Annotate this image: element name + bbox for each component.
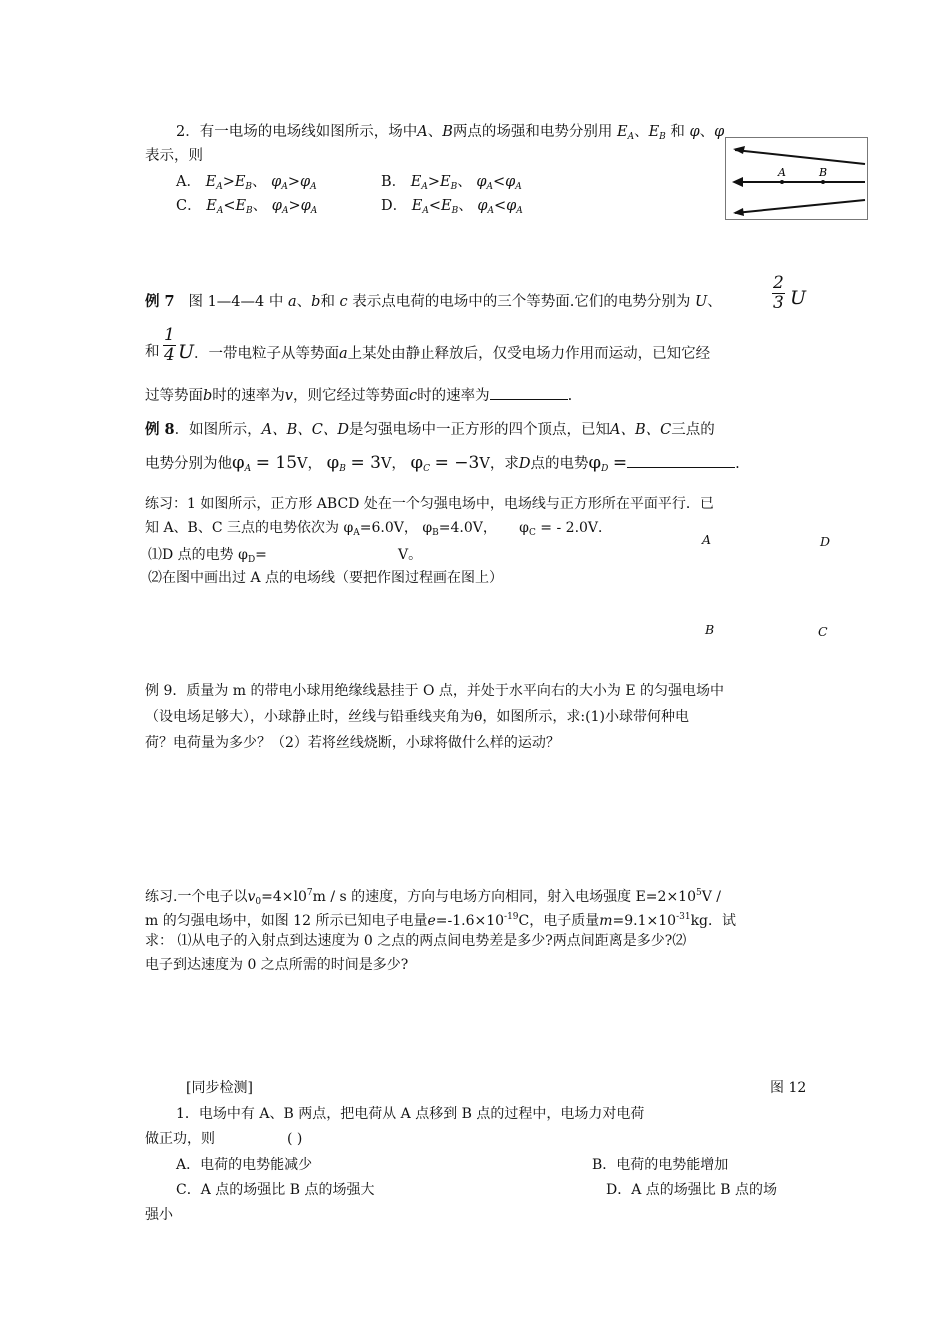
frac-den: 4	[164, 345, 175, 365]
p1-line2a: 知 A、B、C 三点的电势依次为	[145, 520, 340, 536]
ex7-var-v: v	[284, 388, 293, 404]
q2-eb: $E_B$	[648, 124, 666, 142]
practice1-q2: ⑵在图中画出过 A 点的电场线（要把作图过程画在图上）	[148, 570, 504, 586]
sync-title: [同步检测]	[186, 1080, 253, 1096]
figure-12-label: 图 12	[770, 1080, 807, 1096]
q2-opt-a-label: A．	[176, 174, 201, 190]
p2-exp19: -19	[504, 912, 519, 922]
p2-line2a: m 的匀强电场中，如图 12 所示已知电子电量	[145, 913, 428, 929]
practice1-q1-unit: V。	[398, 547, 423, 563]
figure-label-a: A	[778, 166, 786, 179]
ex7-fraction-1-4	[163, 326, 176, 365]
ex7-line3d: 时的速率为	[417, 388, 490, 404]
ex7-line2-prefix: 和	[145, 344, 160, 360]
sync-option-d[interactable]: D．A 点的场强比 B 点的场	[606, 1182, 777, 1198]
q2-stem-line2: 表示，则	[145, 148, 203, 164]
ex8-answer-blank[interactable]	[627, 467, 735, 468]
p2-line2c: C，电子质量	[518, 913, 600, 929]
figure-label-b: B	[819, 166, 828, 179]
q2-text: 2．有一电场的电场线如图所示，场中	[176, 124, 418, 140]
p2-exp5: 5	[696, 888, 702, 898]
ex8-phi-a-value: 15	[275, 453, 298, 473]
ex8-text2: 是匀强电场中一正方形的四个顶点，已知	[349, 422, 610, 438]
ex8-line2-text: 电势分别为他	[145, 456, 232, 472]
sync-option-c[interactable]: C．A 点的场强比 B 点的场强大	[176, 1182, 375, 1198]
ex7-var-u: U	[695, 294, 708, 310]
practice1-line2: 知 A、B、C 三点的电势依次为 $\varphi_A=6.0V$， $\varphi_B=4.0V$， $\varphi_C$ = - 2.0V．	[145, 520, 613, 538]
corner-label-d: D	[820, 534, 831, 549]
ex8-text1: ．如图所示，	[174, 422, 262, 438]
ex7-line3: 过等势面b时的速率为v，则它经过等势面c时的速率为 .	[145, 388, 573, 404]
ex7-label: 例 7	[145, 293, 175, 310]
q2-opt-b-label: B．	[381, 174, 407, 190]
practice2-line2: m 的匀强电场中，如图 12 所示已知电子电量$e=-1.6\times 10^{-19}C$，电子质量$m=9.1\times 10^{-31}kg$．试	[145, 912, 737, 929]
ex7-text1: 图 1—4—4 中	[188, 294, 284, 310]
corner-label-a: A	[702, 532, 712, 547]
ex7-text2: 和	[320, 294, 335, 310]
sync-option-b[interactable]: B．电荷的电势能增加	[592, 1157, 729, 1173]
corner-label-c: C	[818, 624, 828, 639]
ex7-line1: 例 7 图 1—4—4 中 a、b和 c 表示点电荷的电场中的三个等势面.它们的电势分别为 U、	[145, 293, 722, 310]
practice2-line4: 电子到达速度为 0 之点所需的时间是多少?	[145, 957, 409, 973]
q2-text2: 两点的场强和电势分别用	[452, 124, 613, 140]
ex7-line3c: ，则它经过等势面	[293, 388, 409, 404]
q2-text3: 和	[670, 124, 685, 140]
p1-line2c: =4.0V，	[438, 520, 497, 536]
q2-opt-c-label: C．	[176, 198, 202, 214]
p2-line2e: kg．试	[690, 913, 737, 929]
sync-q1-line1: 1．电场中有 A、B 两点，把电荷从 A 点移到 B 点的过程中，电场力对电荷	[176, 1106, 645, 1122]
frac-num: 2	[773, 273, 784, 293]
sync-q1-line2: 做正功，则	[145, 1131, 215, 1147]
p2-line1b: =4×l0	[261, 889, 307, 905]
q2-phi2: φ	[714, 124, 725, 140]
ex7-u1: U	[790, 287, 807, 309]
p2-line1d: V /	[701, 889, 722, 905]
point-b-dot	[821, 180, 825, 184]
ex7-fraction-2-3	[772, 274, 785, 313]
ex7-var-c: c	[339, 294, 348, 310]
p1-line2b: =6.0V，	[359, 520, 418, 536]
q2-stem-line1: 2．有一电场的电场线如图所示，场中A、B两点的场强和电势分别用 $E_A$、$E_B$ 和 φ、φ	[176, 124, 725, 142]
ex7-var-a: a	[287, 294, 297, 310]
ex7-line2b: 上某处由静止释放后，仅受电场力作用而运动，已知它经	[347, 346, 711, 362]
frac-den: 3	[773, 293, 784, 313]
p2-line2b: =-1.6×10	[435, 913, 505, 929]
ex7-text3: 表示点电荷的电场中的三个等势面.它们的电势分别为	[352, 294, 691, 310]
p1-line2d: = - 2.0V．	[540, 520, 613, 536]
ex8-text4: ，求	[489, 456, 519, 472]
ex8-phi-c-value: −3	[454, 453, 480, 473]
ex9-line1: 例 9．质量为 m 的带电小球用绝缘线悬挂于 O 点，并处于水平向右的大小为 E 的匀强电场中	[145, 683, 725, 699]
ex8-text5: 点的电势	[530, 456, 589, 472]
ex7-line3b: 时的速率为	[212, 388, 285, 404]
ex7-answer-blank[interactable]	[490, 399, 568, 400]
ex7-var-a2: a	[339, 346, 348, 362]
ex9-line2: （设电场足够大），小球静止时，丝线与铅垂线夹角为θ，如图所示，求:(1)小球带何种电	[145, 709, 689, 725]
p2-line1a: 练习.一个电子以	[145, 889, 248, 905]
ex8-text3: 三点的	[671, 422, 715, 438]
q2-option-c: C． $E_A<E_B$、 $\varphi_A>\varphi_A$	[176, 198, 318, 216]
ex7-line2-text: ．一带电粒子从等势面	[194, 346, 340, 362]
ex7-line2	[178, 342, 710, 364]
ex8-points: A、B、C、D	[261, 422, 349, 438]
p2-line2d: =9.1×10	[612, 913, 677, 929]
ex8-points3: A、B、C	[610, 422, 672, 438]
ex8-line2: 电势分别为他$\varphi_A = 15V$， $\varphi_B = 3V$， $\varphi_C = -3V$，求D点的电势$\varphi_D$ = .	[145, 452, 740, 474]
practice2-line1: 练习.一个电子以$v_0=4\times l0^7m / s$ 的速度，方向与电场方向相同，射入电场强度 $E=2\times 10^5V$ /	[145, 888, 722, 907]
sync-option-a[interactable]: A．电荷的电势能减少	[176, 1157, 313, 1173]
field-lines-figure	[725, 137, 868, 220]
ex7-var-c2: c	[409, 388, 418, 404]
ex7-var-b: b	[311, 294, 321, 310]
q2-option-b: B． $E_A>E_B$、 $\varphi_A<\varphi_A$	[381, 174, 522, 192]
ex8-phi-b-value: 3	[370, 453, 381, 473]
practice1-q1: ⑴D 点的电势 $\varphi_D=$	[148, 547, 267, 565]
q2-sep: 、	[427, 124, 443, 140]
q2-point-a: A	[417, 124, 428, 140]
ex7-u2: U	[178, 341, 195, 363]
q2-ea: $E_A$	[616, 124, 635, 142]
point-a-dot	[780, 180, 784, 184]
ex9-line3: 荷？电荷量为多少？（2）若将丝线烧断，小球将做什么样的运动？	[145, 735, 560, 751]
p2-line1c: m / s 的速度，方向与电场方向相同，射入电场强度 E=2×10	[312, 889, 696, 905]
sync-q1-answer-paren[interactable]: ( )	[287, 1131, 303, 1147]
sync-option-d-cont: 强小	[145, 1207, 173, 1223]
q2-point-b: B	[442, 124, 453, 140]
q2-phi: φ	[689, 124, 700, 140]
q2-option-a: A． $E_A>E_B$、 $\varphi_A>\varphi_A$	[176, 174, 317, 192]
ex8-point-d: D	[518, 456, 531, 472]
corner-label-b: B	[705, 622, 715, 637]
p2-exp31: -31	[676, 912, 691, 922]
p2-exp7: 7	[306, 888, 313, 898]
practice2-line3: 求： ⑴从电子的入射点到达速度为 0 之点的两点间电势差是多少?两点间距离是多少?⑵	[145, 933, 687, 949]
practice1-line1: 练习：1 如图所示，正方形 ABCD 处在一个匀强电场中，电场线与正方形所在平面平行．已	[145, 496, 714, 512]
ex8-line1	[145, 420, 715, 440]
p1-q1a: ⑴D 点的电势	[148, 547, 234, 563]
ex7-var-b2: b	[203, 388, 213, 404]
q2-opt-d-label: D．	[381, 198, 408, 214]
frac-num: 1	[164, 325, 175, 345]
ex7-line3-text: 过等势面	[145, 388, 203, 404]
q2-option-d: D． $E_A<E_B$、 $\varphi_A<\varphi_A$	[381, 198, 523, 216]
ex8-label: 例 8	[145, 421, 175, 438]
